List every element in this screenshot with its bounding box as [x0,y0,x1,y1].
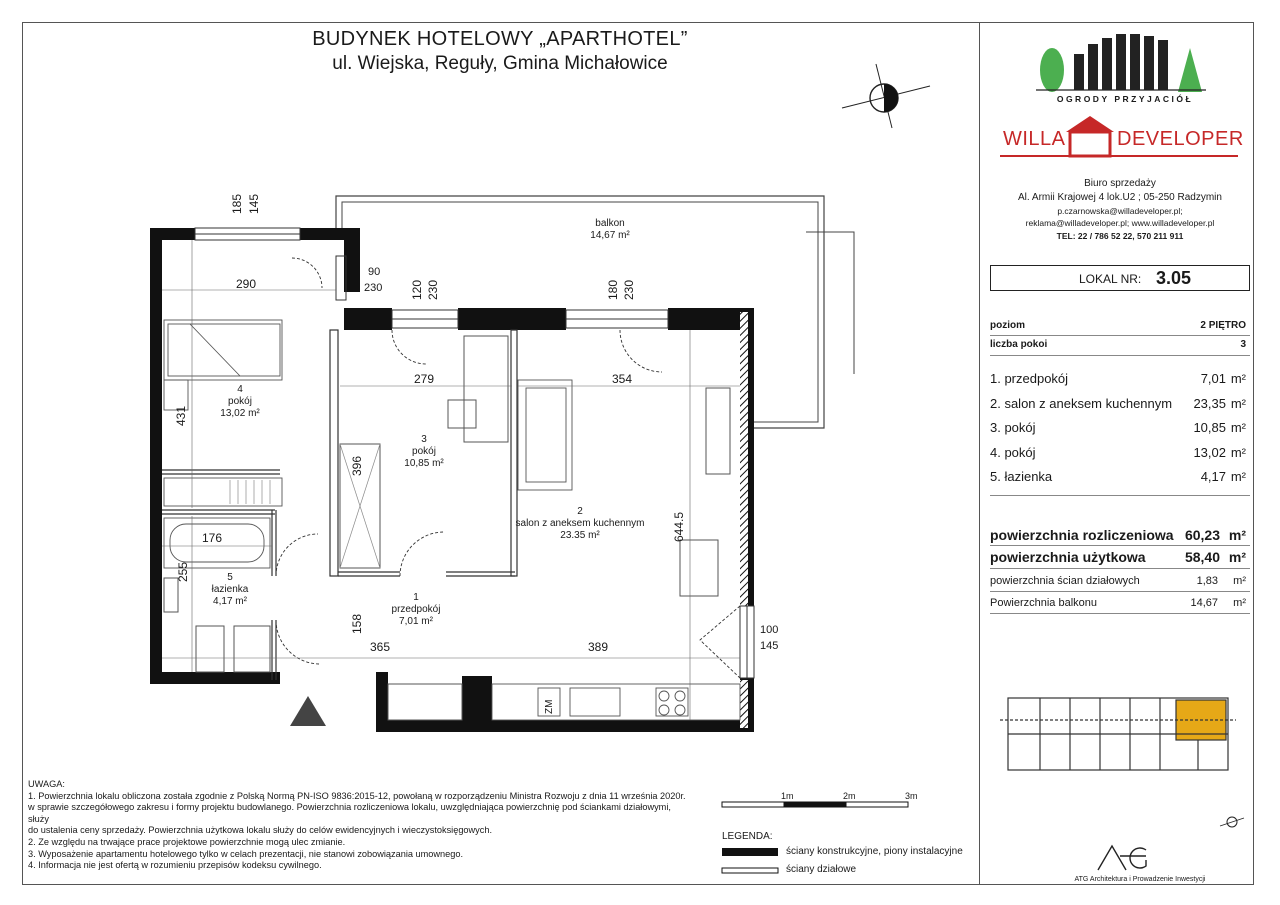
office-email-1: p.czarnowska@willadeveloper.pl; [1057,206,1183,216]
legend-structural: ściany konstrukcyjne, piony instalacyjne [786,846,963,857]
scale-1m: 1m [781,791,794,801]
room-unit: m² [1230,396,1246,411]
rooms-count-label: liczba pokoi [990,339,1048,350]
window-dim-100: 100 [760,624,779,636]
developer-name-left: WILLA [1003,128,1066,150]
room1-number: 1 [413,592,419,603]
room4-name: pokój [228,396,252,407]
estate-logo-icon [1036,34,1206,92]
wardrobe-pattern [230,480,270,504]
room-name: 5. łazienka [990,469,1053,484]
divider-line [990,568,1250,569]
legend-partition-swatch [722,868,778,873]
legend-title: LEGENDA: [722,831,773,842]
dim-431: 431 [174,405,188,426]
sofa [518,380,572,490]
room5-label [198,572,262,608]
unit-number-box [990,265,1250,291]
tv-cabinet [706,388,730,474]
room5-number: 5 [227,572,233,583]
dim-365: 365 [370,640,391,654]
washbasin [164,578,178,612]
room-unit: m² [1230,445,1246,460]
room-area: 13,02 [1193,445,1226,460]
room-name: 2. salon z aneksem kuchennym [990,396,1173,411]
room-name: 3. pokój [990,420,1036,435]
room1-name: przedpokój [391,604,441,615]
dining-table [680,540,718,596]
key-plan-compass-icon [1220,817,1244,827]
balcony-area-value: 14,67 [1190,597,1218,609]
note-line: do ustalenia ceny sprzedaży. Powierzchnia użytkowa lokalu służy do celów ewidencyjnych i wieczystoksięgowych. [28,825,493,836]
usable-area-unit: m² [1228,549,1246,565]
key-plan [1000,698,1236,770]
estate-name: OGRODY PRZYJACIÓŁ [1056,94,1194,104]
balcony-area-unit: m² [1233,597,1246,609]
balcony-area: 14,67 m² [590,230,630,241]
room-unit: m² [1230,469,1246,484]
divider-line [990,335,1250,336]
floor-value: 2 PIĘTRO [1200,320,1246,331]
usable-area-value: 58,40 [1184,549,1220,565]
dim-644-5: 644.5 [672,511,686,542]
kitchen-counter [492,684,740,720]
room4-label [200,384,280,420]
cabinet [234,626,270,672]
office-address: Al. Armii Krajowej 4 lok.U2 ; 05-250 Radzymin [1018,192,1222,203]
walls-area-unit: m² [1233,575,1246,587]
office-email-2: reklama@willadeveloper.pl; www.willadeveloper.pl [1025,218,1215,228]
dim-396: 396 [350,455,364,476]
zm-label: ZM [544,699,555,714]
sales-office [985,177,1255,243]
room1-area: 7,01 m² [399,616,433,627]
north-arrow-icon [842,64,930,128]
window-dim-180: 180 [606,279,620,300]
balcony-area-label: Powierzchnia balkonu [990,597,1098,609]
room5-area: 4,17 m² [213,596,247,607]
room2-label [500,506,660,542]
dim-290: 290 [236,277,257,291]
notes-title: UWAGA: [28,779,65,789]
legend-partition: ściany działowe [786,864,857,875]
walls-area-value: 1,83 [1196,575,1218,587]
scale-2m: 2m [843,791,856,801]
balcony-name: balkon [595,218,625,229]
divider-line [990,591,1250,592]
settlement-area-unit: m² [1228,527,1246,543]
room5-name: łazienka [211,584,249,595]
rooms-count-value: 3 [1240,339,1246,350]
note-line: 2. Ze względu na trwające prace projektowe powierzchnie mogą ulec zmianie. [28,836,346,847]
note-line: 3. Wyposażenie apartamentu hotelowego tylko w celach prezentacji, nie stanowi zobowiązania umownego. [28,848,464,859]
unit-number-label: LOKAL NR: [1079,272,1142,286]
room3-label [384,434,464,470]
entrance-marker-icon [290,696,326,726]
window-dim-230: 230 [426,279,440,300]
dim-279: 279 [414,372,435,386]
room3-number: 3 [421,434,427,445]
room4-number: 4 [237,384,243,395]
office-phone: TEL: 22 / 786 52 22, 570 211 911 [1056,231,1184,241]
note-line: 4. Informacja nie jest ofertą w rozumieniu przepisów kodeksu cywilnego. [28,860,322,871]
usable-area-label: powierzchnia użytkowa [990,549,1146,565]
window-dim-185: 185 [230,193,244,214]
building-address: ul. Wiejska, Reguły, Gmina Michałowice [332,53,668,74]
atg-logo-icon [1098,846,1146,870]
divider-line [990,495,1250,496]
dim-176: 176 [202,531,223,545]
door-dim-90: 90 [368,266,381,278]
room3-name: pokój [412,446,436,457]
building-title: BUDYNEK HOTELOWY „APARTHOTEL” [312,28,688,50]
balcony-label [560,218,660,242]
dim-255: 255 [176,561,190,582]
room2-number: 2 [577,506,583,517]
wall-hatch [740,680,748,728]
dim-354: 354 [612,372,633,386]
room-area: 7,01 [1200,371,1226,386]
room-name: 4. pokój [990,445,1036,460]
room3-area: 10,85 m² [404,458,444,469]
window-dim-145b: 145 [760,640,779,652]
room3-chair [448,400,476,428]
room-unit: m² [1230,420,1246,435]
structural-walls [150,228,754,732]
office-title: Biuro sprzedaży [1084,178,1156,189]
dim-158: 158 [350,613,364,634]
divider-line [990,613,1250,614]
room-name: 1. przedpokój [990,371,1069,386]
notes [28,779,688,872]
dimension-lines [162,240,740,720]
settlement-area-value: 60,23 [1184,527,1220,543]
room2-name: salon z aneksem kuchennym [515,518,645,529]
wall-hatch [740,312,748,606]
window-dim-120: 120 [410,279,424,300]
windows [195,228,754,678]
divider-line [990,545,1250,546]
note-line: 1. Powierzchnia lokalu obliczona została zgodnie z Polską Normą PN-ISO 9836:2015-12, powołaną w rozporządzeniu Ministra Rozwoju z dnia 11 września 2020r. [28,790,686,801]
unit-number-value: 3.05 [1156,268,1192,288]
door-dim-230: 230 [364,282,383,294]
room1-label [384,592,448,628]
floor-label: poziom [990,320,1025,331]
developer-name-right: DEVELOPER [1117,128,1244,150]
window-dim-145: 145 [247,193,261,214]
room-area: 10,85 [1193,420,1226,435]
room3-desk [464,336,508,442]
note-line: w sprawie szczegółowego zakresu i formy projektu budowlanego. Powierzchnia rozliczeniowa lokalu, uwzględniająca powierzchnię pod ściankami działowymi, służy [28,802,671,824]
room-unit: m² [1230,371,1246,386]
room-area: 23,35 [1193,396,1226,411]
window-dim-230b: 230 [622,279,636,300]
hall-wardrobe [388,684,462,720]
architect-credit: ATG Architektura i Prowadzenie Inwestycji [1074,876,1206,883]
room4-area: 13,02 m² [220,408,260,419]
dim-389: 389 [588,640,609,654]
divider-line [990,355,1250,356]
walls-area-label: powierzchnia ścian działowych [990,575,1140,587]
room2-area: 23.35 m² [560,530,600,541]
room-area: 4,17 [1200,469,1226,484]
toilet [196,626,224,672]
scale-bar [722,802,908,807]
scale-3m: 3m [905,791,918,801]
settlement-area-label: powierzchnia rozliczeniowa [990,527,1174,543]
wardrobe [164,478,282,506]
legend-structural-swatch [722,848,778,856]
